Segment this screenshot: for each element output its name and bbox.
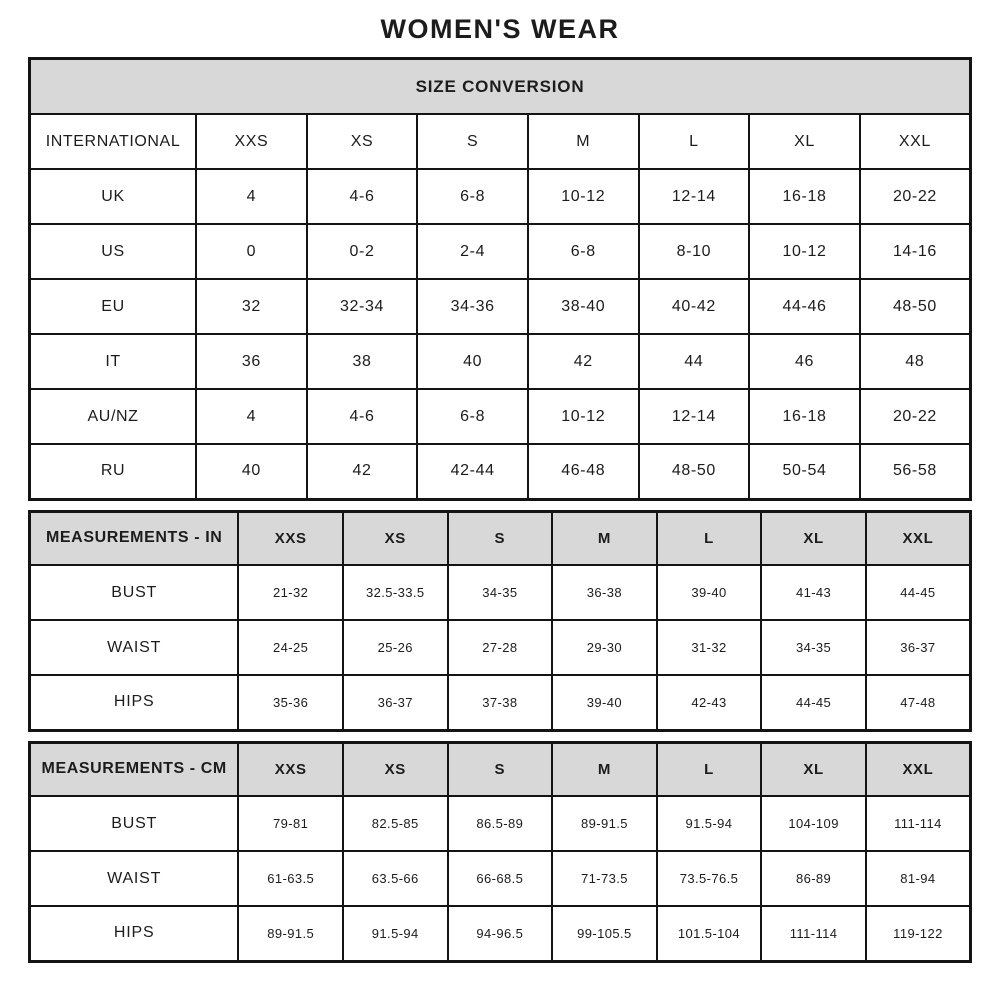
size-value: 44-46 (749, 279, 860, 334)
measurement-value: 36-38 (552, 565, 657, 620)
size-value: 46 (749, 334, 860, 389)
table-header-row (30, 742, 971, 796)
row-label: AU/NZ (30, 389, 197, 444)
measurement-value: 31-32 (657, 620, 762, 675)
table-row (30, 565, 971, 620)
measurement-value: 27-28 (448, 620, 553, 675)
size-value: 20-22 (860, 169, 971, 224)
measurement-value: 41-43 (761, 565, 866, 620)
size-column-header: XXL (866, 742, 971, 796)
row-label: HIPS (30, 675, 239, 730)
measurement-value: 82.5-85 (343, 796, 448, 851)
size-value: M (528, 114, 639, 169)
size-value: 4-6 (307, 389, 418, 444)
table-header-band (30, 59, 971, 115)
size-value: 20-22 (860, 389, 971, 444)
table-row (30, 114, 971, 169)
measurement-value: 79-81 (238, 796, 343, 851)
table-row (30, 620, 971, 675)
measurements-in-table (28, 510, 972, 732)
size-value: XS (307, 114, 418, 169)
size-value: 42 (307, 444, 418, 499)
measurement-value: 44-45 (761, 675, 866, 730)
size-value: 38-40 (528, 279, 639, 334)
measurement-value: 29-30 (552, 620, 657, 675)
measurement-value: 42-43 (657, 675, 762, 730)
size-value: 10-12 (749, 224, 860, 279)
measurement-value: 36-37 (343, 675, 448, 730)
measurement-value: 66-68.5 (448, 851, 553, 906)
size-value: 4 (196, 389, 307, 444)
size-value: 44 (639, 334, 750, 389)
size-value: 12-14 (639, 169, 750, 224)
size-value: 40 (196, 444, 307, 499)
size-column-header: XL (761, 742, 866, 796)
measurement-value: 86.5-89 (448, 796, 553, 851)
size-value: 42 (528, 334, 639, 389)
size-column-header: XXS (238, 742, 343, 796)
size-value: 14-16 (860, 224, 971, 279)
measurement-value: 44-45 (866, 565, 971, 620)
measurement-value: 111-114 (761, 906, 866, 961)
measurement-value: 111-114 (866, 796, 971, 851)
size-value: 48-50 (860, 279, 971, 334)
measurement-value: 61-63.5 (238, 851, 343, 906)
size-value: 56-58 (860, 444, 971, 499)
size-value: 4 (196, 169, 307, 224)
row-label: INTERNATIONAL (30, 114, 197, 169)
row-label: UK (30, 169, 197, 224)
table-row (30, 389, 971, 444)
size-column-header: L (657, 511, 762, 565)
row-label: WAIST (30, 620, 239, 675)
size-value: XXS (196, 114, 307, 169)
measurement-value: 32.5-33.5 (343, 565, 448, 620)
table-header-row (30, 511, 971, 565)
table-row (30, 796, 971, 851)
measurement-value: 104-109 (761, 796, 866, 851)
size-value: 2-4 (417, 224, 528, 279)
size-value: 0 (196, 224, 307, 279)
table-row (30, 675, 971, 730)
row-label: BUST (30, 565, 239, 620)
measurement-value: 89-91.5 (552, 796, 657, 851)
size-value: 40-42 (639, 279, 750, 334)
row-label: BUST (30, 796, 239, 851)
measurement-value: 89-91.5 (238, 906, 343, 961)
measurement-value: 24-25 (238, 620, 343, 675)
row-label: WAIST (30, 851, 239, 906)
size-value: L (639, 114, 750, 169)
measurement-value: 91.5-94 (657, 796, 762, 851)
table-row (30, 279, 971, 334)
size-value: 0-2 (307, 224, 418, 279)
size-column-header: XL (761, 511, 866, 565)
size-value: 16-18 (749, 169, 860, 224)
measurement-value: 34-35 (761, 620, 866, 675)
measurement-value: 21-32 (238, 565, 343, 620)
size-value: XXL (860, 114, 971, 169)
size-column-header: XXL (866, 511, 971, 565)
size-value: 42-44 (417, 444, 528, 499)
size-column-header: M (552, 511, 657, 565)
size-value: 16-18 (749, 389, 860, 444)
measurement-value: 63.5-66 (343, 851, 448, 906)
size-value: 34-36 (417, 279, 528, 334)
size-value: 48-50 (639, 444, 750, 499)
measurement-value: 101.5-104 (657, 906, 762, 961)
size-value: 40 (417, 334, 528, 389)
table-row (30, 224, 971, 279)
size-column-header: XXS (238, 511, 343, 565)
measurement-value: 37-38 (448, 675, 553, 730)
measurement-value: 86-89 (761, 851, 866, 906)
table-row (30, 851, 971, 906)
size-column-header: S (448, 511, 553, 565)
size-value: 10-12 (528, 389, 639, 444)
size-column-header: M (552, 742, 657, 796)
measurement-value: 119-122 (866, 906, 971, 961)
size-conversion-header: SIZE CONVERSION (30, 59, 971, 115)
row-label: RU (30, 444, 197, 499)
table-row (30, 169, 971, 224)
measurement-value: 94-96.5 (448, 906, 553, 961)
measurement-value: 39-40 (657, 565, 762, 620)
page-title: WOMEN'S WEAR (380, 14, 620, 44)
measurement-value: 47-48 (866, 675, 971, 730)
measurement-value: 39-40 (552, 675, 657, 730)
size-value: 32 (196, 279, 307, 334)
size-value: 46-48 (528, 444, 639, 499)
size-value: XL (749, 114, 860, 169)
size-value: 36 (196, 334, 307, 389)
table-row (30, 906, 971, 961)
size-column-header: L (657, 742, 762, 796)
row-label: US (30, 224, 197, 279)
size-conversion-table (28, 57, 972, 501)
measurement-value: 36-37 (866, 620, 971, 675)
size-value: S (417, 114, 528, 169)
measurement-value: 91.5-94 (343, 906, 448, 961)
size-value: 38 (307, 334, 418, 389)
row-label: IT (30, 334, 197, 389)
measurement-value: 99-105.5 (552, 906, 657, 961)
size-column-header: XS (343, 742, 448, 796)
size-column-header: S (448, 742, 553, 796)
size-value: 50-54 (749, 444, 860, 499)
size-value: 6-8 (417, 389, 528, 444)
size-value: 6-8 (417, 169, 528, 224)
row-label: HIPS (30, 906, 239, 961)
table-row (30, 334, 971, 389)
measurements-cm-table (28, 741, 972, 963)
measurement-value: 25-26 (343, 620, 448, 675)
table-row (30, 444, 971, 499)
size-value: 48 (860, 334, 971, 389)
size-value: 32-34 (307, 279, 418, 334)
measurement-value: 73.5-76.5 (657, 851, 762, 906)
size-column-header: XS (343, 511, 448, 565)
size-value: 10-12 (528, 169, 639, 224)
measurements-cm-header: MEASUREMENTS - CM (30, 742, 239, 796)
measurements-in-header: MEASUREMENTS - IN (30, 511, 239, 565)
size-value: 12-14 (639, 389, 750, 444)
size-value: 6-8 (528, 224, 639, 279)
row-label: EU (30, 279, 197, 334)
measurement-value: 71-73.5 (552, 851, 657, 906)
measurement-value: 34-35 (448, 565, 553, 620)
size-value: 8-10 (639, 224, 750, 279)
measurement-value: 35-36 (238, 675, 343, 730)
size-value: 4-6 (307, 169, 418, 224)
measurement-value: 81-94 (866, 851, 971, 906)
